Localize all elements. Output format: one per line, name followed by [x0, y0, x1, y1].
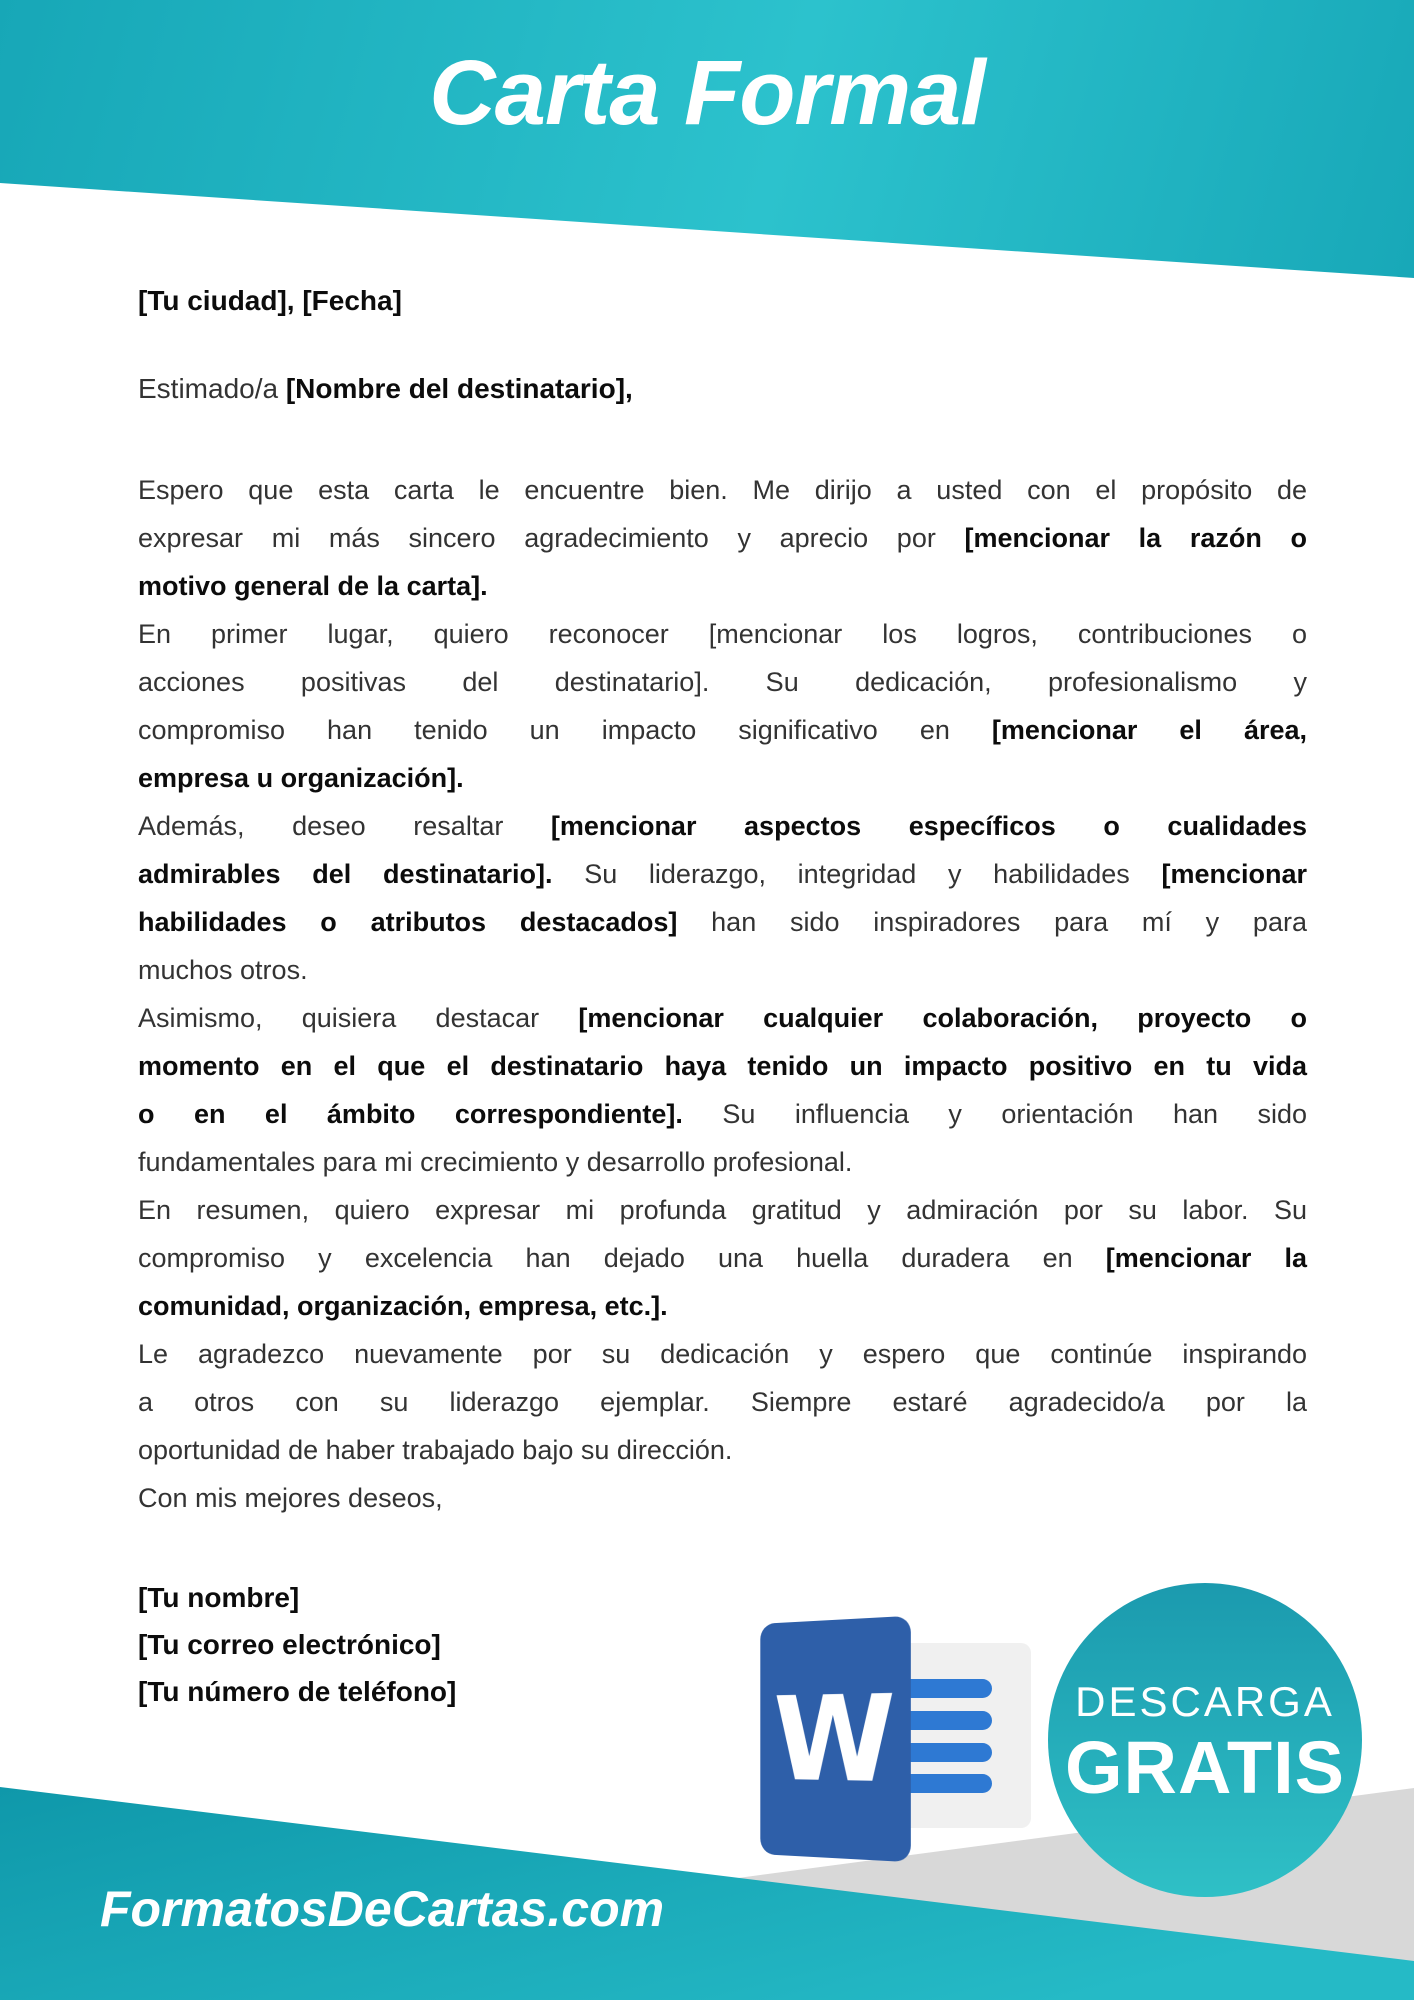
letter-line: comunidad, organización, empresa, etc.].	[138, 1291, 668, 1321]
word-w-letter: W	[773, 1668, 896, 1810]
letter-line: expresar mi más sincero agradecimiento y aprecio por [mencionar la razón o	[138, 523, 1308, 553]
signature-line: [Tu correo electrónico]	[138, 1629, 441, 1660]
letter-line: En resumen, quiero expresar mi profunda gratitud y admiración por su labor. Su	[138, 1195, 1307, 1225]
letter-line: compromiso y excelencia han dejado una huella duradera en [mencionar la	[138, 1243, 1307, 1273]
letter-line: momento en el que el destinatario haya tenido un impacto positivo en tu vida	[138, 1051, 1307, 1081]
page-title: Carta Formal	[429, 42, 985, 144]
greeting-normal: Estimado/a	[138, 373, 286, 404]
letter-line: habilidades o atributos destacados] han sido inspiradores para mí y para	[138, 907, 1307, 937]
letter-line: Asimismo, quisiera destacar [mencionar cualquier colaboración, proyecto o	[138, 1003, 1307, 1033]
letter-line: Además, deseo resaltar [mencionar aspectos específicos o cualidades	[138, 811, 1307, 841]
letter-greeting	[138, 370, 1307, 408]
signature-line: [Tu número de teléfono]	[138, 1676, 457, 1707]
letter-line: En primer lugar, quiero reconocer [mencionar los logros, contribuciones o	[138, 619, 1307, 649]
letter-line: compromiso han tenido un impacto significativo en [mencionar el área,	[138, 715, 1307, 745]
letter-line: a otros con su liderazgo ejemplar. Siempre estaré agradecido/a por la	[138, 1387, 1307, 1417]
letter-date-line: [Tu ciudad], [Fecha]	[138, 285, 402, 316]
letter-line: o en el ámbito correspondiente]. Su influencia y orientación han sido	[138, 1099, 1307, 1129]
letter-line: muchos otros.	[138, 955, 308, 985]
letter-line: motivo general de la carta].	[138, 571, 488, 601]
letter-line: Le agradezco nuevamente por su dedicación y espero que continúe inspirando	[138, 1339, 1307, 1369]
letter-line: fundamentales para mi crecimiento y desarrollo profesional.	[138, 1147, 853, 1177]
letter-line: oportunidad de haber trabajado bajo su dirección.	[138, 1435, 733, 1465]
letter-line: admirables del destinatario]. Su liderazgo, integridad y habilidades [mencionar	[138, 859, 1307, 889]
letter-line: acciones positivas del destinatario]. Su dedicación, profesionalismo y	[138, 667, 1307, 697]
badge-line-descarga: DESCARGA	[1075, 1678, 1335, 1725]
letter-line: Espero que esta carta le encuentre bien. Me dirijo a usted con el propósito de	[138, 475, 1307, 505]
greeting-recipient-placeholder: [Nombre del destinatario],	[285, 373, 633, 404]
download-badge[interactable]	[1005, 1676, 1405, 1808]
letter-line: empresa u organización].	[138, 763, 464, 793]
badge-line-gratis: GRATIS	[1064, 1726, 1346, 1809]
letter-line: Con mis mejores deseos,	[138, 1483, 443, 1513]
signature-line: [Tu nombre]	[138, 1582, 300, 1613]
word-icon[interactable]	[760, 1616, 911, 1862]
letter-body	[138, 466, 1307, 1522]
site-link[interactable]: FormatosDeCartas.com	[100, 1881, 665, 1937]
